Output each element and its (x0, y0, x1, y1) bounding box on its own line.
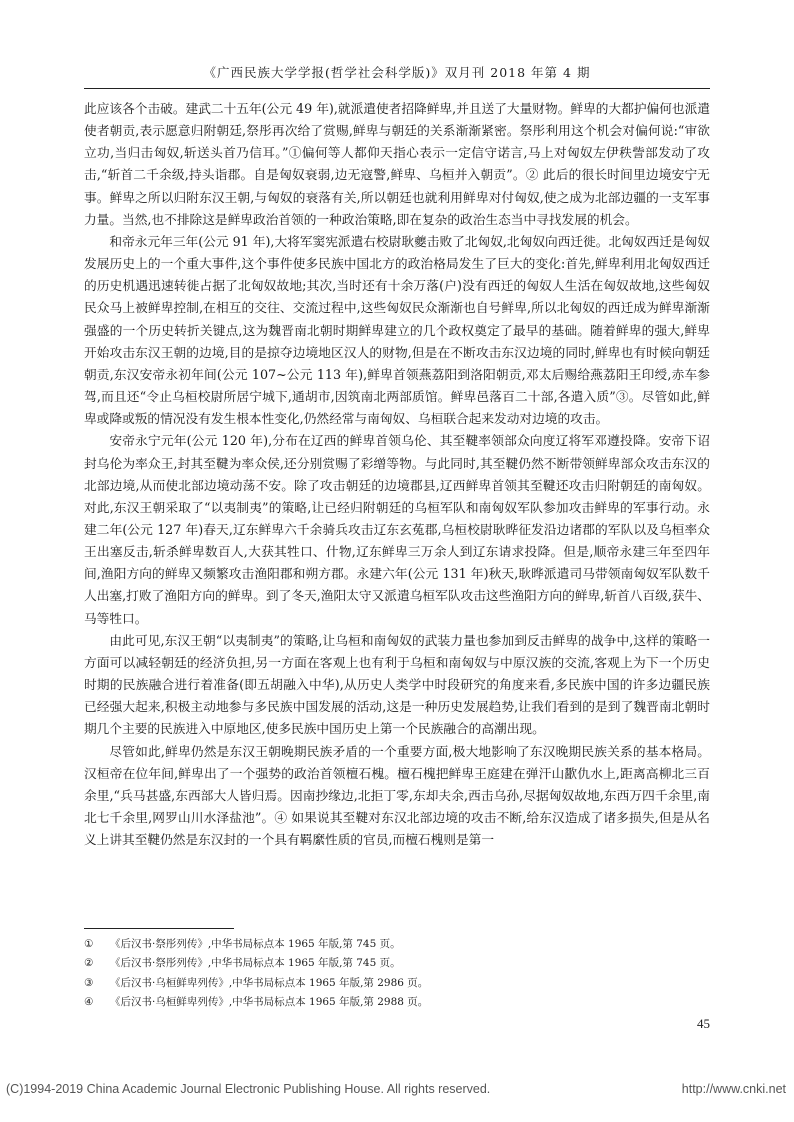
paragraph-5: 尽管如此,鲜卑仍然是东汉王朝晚期民族矛盾的一个重要方面,极大地影响了东汉晚期民族关系的基本格局。汉桓帝在位年间,鲜卑出了一个强势的政治首领檀石槐。檀石槐把鲜卑王庭建在弹汗山歠仇水上,距离高柳北三百余里,“兵马甚盛,东西部大人皆归焉。因南抄缘边,北拒丁零,东却夫余,西击乌孙,尽据匈奴故地,东西万四千余里,南北七千余里,网罗山川水泽盐池”。④ 如果说其至鞬对东汉北部边境的攻击不断,给东汉造成了诸多损失,但是从名义上讲其至鞬仍然是东汉封的一个具有羁縻性质的官员,而檀石槐则是第一 (84, 743, 710, 848)
footnote-mark: ② (84, 957, 94, 970)
publisher-url: http://www.cnki.net (681, 1082, 786, 1096)
footnote-mark: ④ (84, 996, 94, 1009)
footnote-text: 《后汉书·乌桓鲜卑列传》,中华书局标点本 1965 年版,第 2988 页。 (110, 996, 429, 1009)
paragraph-2: 和帝永元年三年(公元 91 年),大将军窦宪派遣右校尉耿夔击败了北匈奴,北匈奴向西迁徙。北匈奴西迁是匈奴发展历史上的一个重大事件,这个事件使多民族中国北方的政治格局发生了巨大的变化:首先,鲜卑利用北匈奴西迁的历史机遇迅速转徙占据了北匈奴故地;其次,当时还有十余万落(户)没有西迁的匈奴人生活在匈奴故地,这些匈奴民众马上被鲜卑控制,在相互的交往、交流过程中,这些匈奴民众渐渐也自号鲜卑,所以北匈奴的西迁成为鲜卑渐渐强盛的一个历史转折关键点,这为魏晋南北朝时期鲜卑建立的几个政权奠定了最早的基础。随着鲜卑的强大,鲜卑开始攻击东汉王朝的边境,目的是掠夺边境地区汉人的财物,但是在不断攻击东汉边境的同时,鲜卑也有时候向朝廷朝贡,东汉安帝永初年间(公元 107~公元 113 年),鲜卑首领燕荔阳到洛阳朝贡,邓太后赐给燕荔阳王印绶,赤车参驾,而且还“令止乌桓校尉所居宁城下,通胡市,因筑南北两部质馆。鲜卑邑落百二十部,各遣入质”③。尽管如此,鲜卑或降或叛的情况没有发生根本性变化,仍然经常与南匈奴、乌桓联合起来发动对边境的攻击。 (84, 233, 710, 427)
footnote-text: 《后汉书·祭彤列传》,中华书局标点本 1965 年版,第 745 页。 (110, 957, 401, 970)
footnote (84, 935, 710, 954)
footnote-mark: ③ (84, 976, 94, 989)
footnotes (84, 935, 710, 1013)
paragraph-1: 此应该各个击破。建武二十五年(公元 49 年),就派遣使者招降鲜卑,并且送了大量财物。鲜卑的大都护偏何也派遣使者朝贡,表示愿意归附朝廷,祭彤再次给了赏赐,鲜卑与朝廷的关系渐渐紧密。祭彤利用这个机会对偏何说:“审欲立功,当归击匈奴,斩送头首乃信耳。”①偏何等人都仰天指心表示一定信守诺言,马上对匈奴左伊秩訾部发动了攻击,“斩首二千余级,持头诣郡。自是匈奴衰弱,边无寇警,鲜卑、乌桓并入朝贡”。② 此后的很长时间里边境安宁无事。鲜卑之所以归附东汉王朝,与匈奴的衰落有关,所以朝廷也就利用鲜卑对付匈奴,使之成为北部边疆的一支军事力量。当然,也不排除这是鲜卑政治首领的一种政治策略,即在复杂的政治生态当中寻找发展的机会。 (84, 101, 710, 227)
running-header (84, 62, 710, 84)
copyright-notice: (C)1994-2019 China Academic Journal Electronic Publishing House. All rights reserved. (6, 1082, 491, 1096)
footnote-divider (84, 928, 234, 929)
journal-title: 《广西民族大学学报(哲学社会科学版)》双月刊 2018 年第 4 期 (203, 65, 591, 80)
article-body (84, 98, 710, 851)
copyright-footer (6, 1082, 786, 1096)
footnote (84, 974, 710, 993)
footnote-text: 《后汉书·乌桓鲜卑列传》,中华书局标点本 1965 年版,第 2986 页。 (110, 976, 429, 989)
paragraph-4: 由此可见,东汉王朝“以夷制夷”的策略,让乌桓和南匈奴的武装力量也参加到反击鲜卑的战争中,这样的策略一方面可以减轻朝廷的经济负担,另一方面在客观上也有利于乌桓和南匈奴与中原汉族的交流,客观上为下一个历史时期的民族融合进行着准备(即五胡融入中华),从历史人类学中时段研究的角度来看,多民族中国的许多边疆民族已经强大起来,积极主动地参与多民族中国发展的活动,这是一种历史发展趋势,让我们看到的是到了魏晋南北朝时期几个主要的民族进入中原地区,使多民族中国历史上第一个民族融合的高潮出现。 (84, 632, 710, 737)
footnote (84, 993, 710, 1012)
paragraph-3: 安帝永宁元年(公元 120 年),分布在辽西的鲜卑首领乌伦、其至鞬率领部众向度辽将军邓遵投降。安帝下诏封乌伦为率众王,封其至鞬为率众侯,还分别赏赐了彩缯等物。与此同时,其至鞬仍然不断带领鲜卑部众攻击东汉的北部边境,从而使北部边境动荡不安。除了攻击朝廷的边境郡县,辽西鲜卑首领其至鞬还攻击归附朝廷的南匈奴。对此,东汉王朝采取了“以夷制夷”的策略,让已经归附朝廷的乌桓军队和南匈奴军队参加攻击鲜卑的军事行动。永建二年(公元 127 年)春天,辽东鲜卑六千余骑兵攻击辽东玄菟郡,乌桓校尉耿晔征发沿边诸郡的军队以及乌桓率众王出塞反击,斩杀鲜卑数百人,大获其牲口、什物,辽东鲜卑三万余人到辽东请求投降。但是,顺帝永建三年至四年间,渔阳方向的鲜卑又频繁攻击渔阳郡和朔方郡。永建六年(公元 131 年)秋天,耿晔派遣司马带领南匈奴军队数千人出塞,打败了渔阳方向的鲜卑。到了冬天,渔阳太守又派遣乌桓军队攻击这些渔阳方向的鲜卑,斩首八百级,获牛、马等牲口。 (84, 433, 710, 626)
page-number: 45 (697, 1016, 710, 1031)
footnote-mark: ① (84, 938, 94, 950)
footnote-text: 《后汉书·祭彤列传》,中华书局标点本 1965 年版,第 745 页。 (110, 938, 401, 950)
header-divider (84, 88, 710, 89)
footnote (84, 954, 710, 973)
